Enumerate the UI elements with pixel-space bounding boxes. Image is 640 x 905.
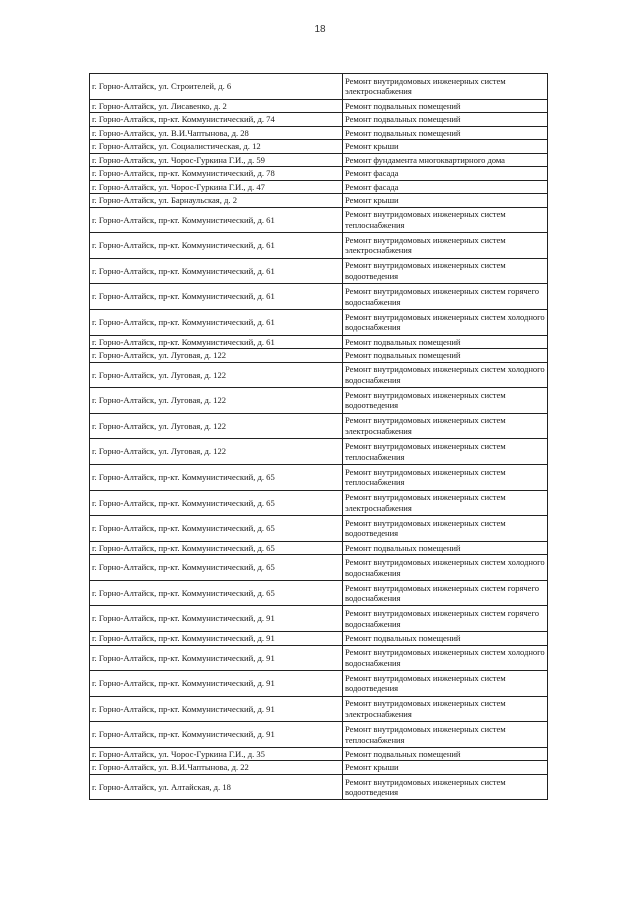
table-row (90, 207, 548, 233)
work-type-cell: Ремонт фасада (343, 167, 548, 181)
address-cell: г. Горно-Алтайск, пр-кт. Коммунистический, д. 91 (90, 645, 343, 671)
table-row (90, 632, 548, 646)
table-row (90, 180, 548, 194)
table-row (90, 747, 548, 761)
address-cell: г. Горно-Алтайск, пр-кт. Коммунистический, д. 91 (90, 606, 343, 632)
address-cell: г. Горно-Алтайск, ул. Барнаульская, д. 2 (90, 194, 343, 208)
table-row (90, 113, 548, 127)
table-row (90, 464, 548, 490)
address-cell: г. Горно-Алтайск, пр-кт. Коммунистический, д. 65 (90, 490, 343, 516)
work-type-cell: Ремонт подвальных помещений (343, 99, 548, 113)
work-type-cell: Ремонт внутридомовых инженерных систем теплоснабжения (343, 722, 548, 748)
work-type-cell: Ремонт внутридомовых инженерных систем теплоснабжения (343, 464, 548, 490)
table-row (90, 167, 548, 181)
address-cell: г. Горно-Алтайск, пр-кт. Коммунистический, д. 61 (90, 309, 343, 335)
address-cell: г. Горно-Алтайск, пр-кт. Коммунистический, д. 78 (90, 167, 343, 181)
address-cell: г. Горно-Алтайск, ул. Чорос-Гуркина Г.И., д. 35 (90, 747, 343, 761)
work-type-cell: Ремонт внутридомовых инженерных систем электроснабжения (343, 74, 548, 100)
work-type-cell: Ремонт крыши (343, 761, 548, 775)
address-cell: г. Горно-Алтайск, ул. В.И.Чаптынова, д. 28 (90, 126, 343, 140)
table-row (90, 722, 548, 748)
work-type-cell: Ремонт внутридомовых инженерных систем электроснабжения (343, 233, 548, 259)
work-type-cell: Ремонт подвальных помещений (343, 113, 548, 127)
work-type-cell: Ремонт внутридомовых инженерных систем теплоснабжения (343, 207, 548, 233)
table-row (90, 541, 548, 555)
table-row (90, 645, 548, 671)
table-row (90, 99, 548, 113)
table-row (90, 284, 548, 310)
address-cell: г. Горно-Алтайск, ул. Алтайская, д. 18 (90, 774, 343, 800)
work-type-cell: Ремонт внутридомовых инженерных систем холодного водоснабжения (343, 555, 548, 581)
work-type-cell: Ремонт фасада (343, 180, 548, 194)
work-type-cell: Ремонт подвальных помещений (343, 349, 548, 363)
address-cell: г. Горно-Алтайск, ул. В.И.Чаптынова, д. 22 (90, 761, 343, 775)
address-cell: г. Горно-Алтайск, пр-кт. Коммунистический, д. 61 (90, 233, 343, 259)
table-row (90, 153, 548, 167)
address-cell: г. Горно-Алтайск, пр-кт. Коммунистический, д. 65 (90, 555, 343, 581)
address-cell: г. Горно-Алтайск, ул. Луговая, д. 122 (90, 362, 343, 388)
table-row (90, 258, 548, 284)
table-row (90, 490, 548, 516)
address-cell: г. Горно-Алтайск, ул. Луговая, д. 122 (90, 349, 343, 363)
address-cell: г. Горно-Алтайск, пр-кт. Коммунистический, д. 65 (90, 464, 343, 490)
address-cell: г. Горно-Алтайск, ул. Лисавенко, д. 2 (90, 99, 343, 113)
table-row (90, 233, 548, 259)
work-type-cell: Ремонт подвальных помещений (343, 541, 548, 555)
table-row (90, 388, 548, 414)
address-cell: г. Горно-Алтайск, пр-кт. Коммунистический, д. 91 (90, 722, 343, 748)
table-row (90, 126, 548, 140)
work-type-cell: Ремонт внутридомовых инженерных систем холодного водоснабжения (343, 645, 548, 671)
work-type-cell: Ремонт подвальных помещений (343, 747, 548, 761)
table-row (90, 516, 548, 542)
address-cell: г. Горно-Алтайск, пр-кт. Коммунистический, д. 65 (90, 516, 343, 542)
table-row (90, 413, 548, 439)
address-cell: г. Горно-Алтайск, пр-кт. Коммунистический, д. 91 (90, 632, 343, 646)
address-cell: г. Горно-Алтайск, пр-кт. Коммунистический, д. 61 (90, 284, 343, 310)
work-type-cell: Ремонт внутридомовых инженерных систем теплоснабжения (343, 439, 548, 465)
table-row (90, 774, 548, 800)
work-type-cell: Ремонт внутридомовых инженерных систем электроснабжения (343, 490, 548, 516)
address-cell: г. Горно-Алтайск, пр-кт. Коммунистический, д. 65 (90, 541, 343, 555)
work-type-cell: Ремонт внутридомовых инженерных систем водоотведения (343, 258, 548, 284)
table-row (90, 606, 548, 632)
address-cell: г. Горно-Алтайск, ул. Луговая, д. 122 (90, 413, 343, 439)
work-type-cell: Ремонт внутридомовых инженерных систем водоотведения (343, 671, 548, 697)
table-body (90, 74, 548, 800)
work-type-cell: Ремонт фундамента многоквартирного дома (343, 153, 548, 167)
work-type-cell: Ремонт внутридомовых инженерных систем холодного водоснабжения (343, 362, 548, 388)
work-type-cell: Ремонт подвальных помещений (343, 126, 548, 140)
table-row (90, 696, 548, 722)
table-row (90, 439, 548, 465)
work-type-cell: Ремонт внутридомовых инженерных систем водоотведения (343, 516, 548, 542)
address-cell: г. Горно-Алтайск, ул. Луговая, д. 122 (90, 388, 343, 414)
table-row (90, 194, 548, 208)
work-type-cell: Ремонт внутридомовых инженерных систем горячего водоснабжения (343, 580, 548, 606)
table-row (90, 349, 548, 363)
page-number: 18 (314, 24, 326, 35)
address-cell: г. Горно-Алтайск, пр-кт. Коммунистический, д. 74 (90, 113, 343, 127)
address-cell: г. Горно-Алтайск, ул. Чорос-Гуркина Г.И., д. 47 (90, 180, 343, 194)
table-row (90, 761, 548, 775)
address-cell: г. Горно-Алтайск, пр-кт. Коммунистический, д. 65 (90, 580, 343, 606)
table-row (90, 335, 548, 349)
work-type-cell: Ремонт внутридомовых инженерных систем холодного водоснабжения (343, 309, 548, 335)
work-type-cell: Ремонт внутридомовых инженерных систем горячего водоснабжения (343, 606, 548, 632)
table-row (90, 580, 548, 606)
table-row (90, 555, 548, 581)
address-cell: г. Горно-Алтайск, ул. Социалистическая, д. 12 (90, 140, 343, 154)
address-cell: г. Горно-Алтайск, ул. Луговая, д. 122 (90, 439, 343, 465)
work-type-cell: Ремонт внутридомовых инженерных систем водоотведения (343, 388, 548, 414)
address-cell: г. Горно-Алтайск, ул. Чорос-Гуркина Г.И., д. 59 (90, 153, 343, 167)
table-row (90, 140, 548, 154)
work-type-cell: Ремонт внутридомовых инженерных систем горячего водоснабжения (343, 284, 548, 310)
table-row (90, 309, 548, 335)
address-cell: г. Горно-Алтайск, пр-кт. Коммунистический, д. 91 (90, 696, 343, 722)
work-type-cell: Ремонт подвальных помещений (343, 632, 548, 646)
work-type-cell: Ремонт внутридомовых инженерных систем электроснабжения (343, 696, 548, 722)
table-row (90, 362, 548, 388)
repair-works-table (89, 73, 548, 800)
work-type-cell: Ремонт внутридомовых инженерных систем водоотведения (343, 774, 548, 800)
work-type-cell: Ремонт крыши (343, 194, 548, 208)
address-cell: г. Горно-Алтайск, пр-кт. Коммунистический, д. 61 (90, 207, 343, 233)
table-row (90, 671, 548, 697)
address-cell: г. Горно-Алтайск, пр-кт. Коммунистический, д. 61 (90, 335, 343, 349)
address-cell: г. Горно-Алтайск, ул. Строителей, д. 6 (90, 74, 343, 100)
table-row (90, 74, 548, 100)
address-cell: г. Горно-Алтайск, пр-кт. Коммунистический, д. 91 (90, 671, 343, 697)
work-type-cell: Ремонт крыши (343, 140, 548, 154)
work-type-cell: Ремонт внутридомовых инженерных систем электроснабжения (343, 413, 548, 439)
address-cell: г. Горно-Алтайск, пр-кт. Коммунистический, д. 61 (90, 258, 343, 284)
work-type-cell: Ремонт подвальных помещений (343, 335, 548, 349)
